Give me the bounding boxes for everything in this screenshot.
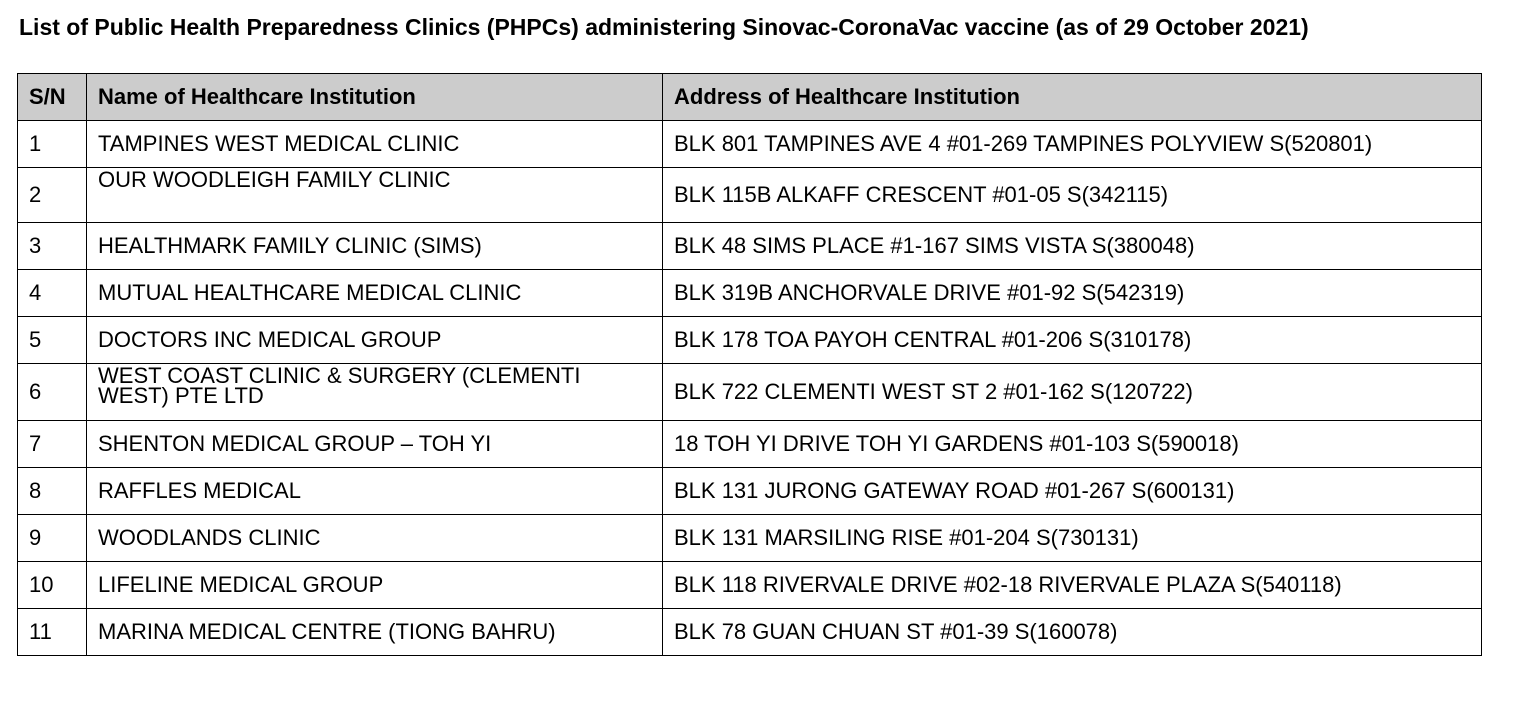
row-address: BLK 801 TAMPINES AVE 4 #01-269 TAMPINES POLYVIEW S(520801) (663, 121, 1482, 168)
row-address: BLK 118 RIVERVALE DRIVE #02-18 RIVERVALE PLAZA S(540118) (663, 562, 1482, 609)
table-row (18, 121, 1482, 168)
table-row (18, 168, 1482, 223)
row-sn: 8 (18, 468, 87, 515)
table-row (18, 562, 1482, 609)
row-sn: 7 (18, 421, 87, 468)
row-sn: 9 (18, 515, 87, 562)
header-address: Address of Healthcare Institution (663, 74, 1482, 121)
row-name: LIFELINE MEDICAL GROUP (87, 562, 663, 609)
row-address: BLK 131 MARSILING RISE #01-204 S(730131) (663, 515, 1482, 562)
table-row (18, 468, 1482, 515)
row-sn: 6 (18, 364, 87, 421)
header-sn: S/N (18, 74, 87, 121)
row-address: BLK 115B ALKAFF CRESCENT #01-05 S(342115) (663, 168, 1482, 223)
row-address: BLK 319B ANCHORVALE DRIVE #01-92 S(542319) (663, 270, 1482, 317)
table-row (18, 270, 1482, 317)
table-header-row (18, 74, 1482, 121)
row-name: OUR WOODLEIGH FAMILY CLINIC (87, 168, 663, 223)
row-name: TAMPINES WEST MEDICAL CLINIC (87, 121, 663, 168)
table-row (18, 364, 1482, 421)
table-row (18, 421, 1482, 468)
row-name: SHENTON MEDICAL GROUP – TOH YI (87, 421, 663, 468)
row-address: BLK 48 SIMS PLACE #1-167 SIMS VISTA S(380048) (663, 223, 1482, 270)
table-row (18, 317, 1482, 364)
table-row (18, 515, 1482, 562)
row-address: BLK 131 JURONG GATEWAY ROAD #01-267 S(600131) (663, 468, 1482, 515)
row-name: MUTUAL HEALTHCARE MEDICAL CLINIC (87, 270, 663, 317)
row-name: RAFFLES MEDICAL (87, 468, 663, 515)
row-sn: 11 (18, 609, 87, 656)
row-address: BLK 178 TOA PAYOH CENTRAL #01-206 S(310178) (663, 317, 1482, 364)
row-sn: 3 (18, 223, 87, 270)
clinics-table (17, 73, 1482, 656)
row-address: BLK 78 GUAN CHUAN ST #01-39 S(160078) (663, 609, 1482, 656)
row-sn: 10 (18, 562, 87, 609)
row-name: DOCTORS INC MEDICAL GROUP (87, 317, 663, 364)
row-address: 18 TOH YI DRIVE TOH YI GARDENS #01-103 S(590018) (663, 421, 1482, 468)
header-name: Name of Healthcare Institution (87, 74, 663, 121)
row-sn: 5 (18, 317, 87, 364)
row-sn: 4 (18, 270, 87, 317)
table-row (18, 223, 1482, 270)
table-row (18, 609, 1482, 656)
row-name: WOODLANDS CLINIC (87, 515, 663, 562)
document-title: List of Public Health Preparedness Clinics (PHPCs) administering Sinovac-CoronaVac vaccine (as of 29 October 2021) (19, 14, 1309, 40)
row-name: HEALTHMARK FAMILY CLINIC (SIMS) (87, 223, 663, 270)
row-sn: 1 (18, 121, 87, 168)
row-sn: 2 (18, 168, 87, 223)
row-name: MARINA MEDICAL CENTRE (TIONG BAHRU) (87, 609, 663, 656)
row-address: BLK 722 CLEMENTI WEST ST 2 #01-162 S(120722) (663, 364, 1482, 421)
row-name: WEST COAST CLINIC & SURGERY (CLEMENTI WEST) PTE LTD (87, 364, 663, 421)
